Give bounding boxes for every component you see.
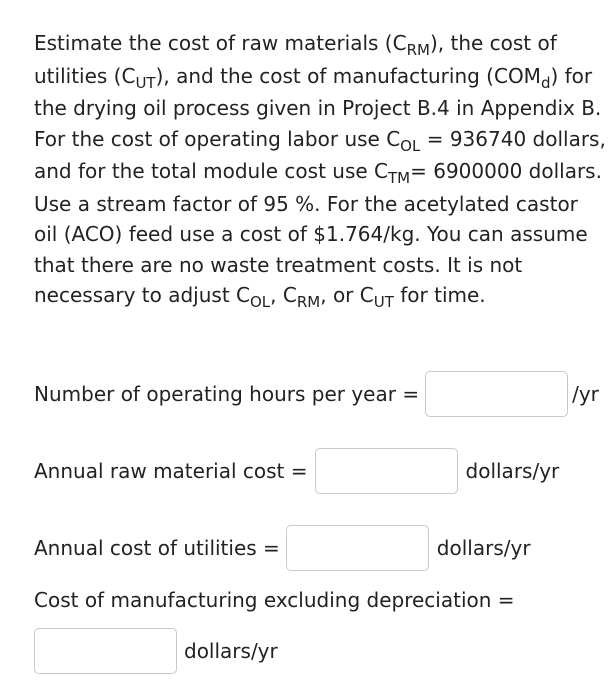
raw-material-cost-label: Annual raw material cost = xyxy=(34,459,308,483)
utilities-cost-label: Annual cost of utilities = xyxy=(34,536,280,560)
problem-text: ) for the drying oil process given in Project B.4 in Appendix B. For the cost of operating labor use C xyxy=(34,63,602,151)
operating-hours-input[interactable] xyxy=(425,371,568,417)
utilities-cost-unit: dollars/yr xyxy=(436,536,531,560)
question-operating-hours xyxy=(34,371,599,417)
manufacturing-cost-answer xyxy=(34,628,278,674)
subscript-rm: RM xyxy=(406,41,430,59)
question-raw-material-cost xyxy=(34,448,559,494)
raw-material-cost-unit: dollars/yr xyxy=(465,459,560,483)
problem-text: , C xyxy=(270,283,297,307)
subscript-tm: TM xyxy=(388,169,411,187)
problem-text: , or C xyxy=(320,283,374,307)
problem-text: ), the cost of utilities (C xyxy=(34,31,557,88)
problem-text: for time. xyxy=(393,283,486,307)
subscript-d: d xyxy=(540,73,551,92)
problem-text: = 6900000 dollars. Use a stream factor of 95 %. For the acetylated castor oil (ACO) feed use a cost of $1.764/kg. You can assume that there are no waste treatment costs. It is not necessary to adjust C xyxy=(34,159,602,307)
operating-hours-label: Number of operating hours per year = xyxy=(34,382,420,406)
question-manufacturing-cost xyxy=(34,588,515,612)
subscript-ol: OL xyxy=(400,136,421,155)
utilities-cost-input[interactable] xyxy=(286,525,429,571)
subscript-ol: OL xyxy=(250,293,271,311)
operating-hours-unit: /yr xyxy=(572,382,599,406)
problem-text: Estimate the cost of raw materials (C xyxy=(34,31,407,55)
subscript-ut: UT xyxy=(373,293,394,311)
subscript-ut: UT xyxy=(135,73,156,92)
problem-statement xyxy=(34,28,606,313)
manufacturing-cost-input[interactable] xyxy=(34,628,177,674)
raw-material-cost-input[interactable] xyxy=(315,448,458,494)
manufacturing-cost-label: Cost of manufacturing excluding depreciation = xyxy=(34,588,515,612)
problem-text: = 936740 dollars, and for the total module cost use C xyxy=(34,126,606,183)
manufacturing-cost-unit: dollars/yr xyxy=(184,639,278,663)
problem-text: ), and the cost of manufacturing (COM xyxy=(155,63,541,88)
question-utilities-cost xyxy=(34,525,531,571)
subscript-rm: RM xyxy=(296,293,321,311)
